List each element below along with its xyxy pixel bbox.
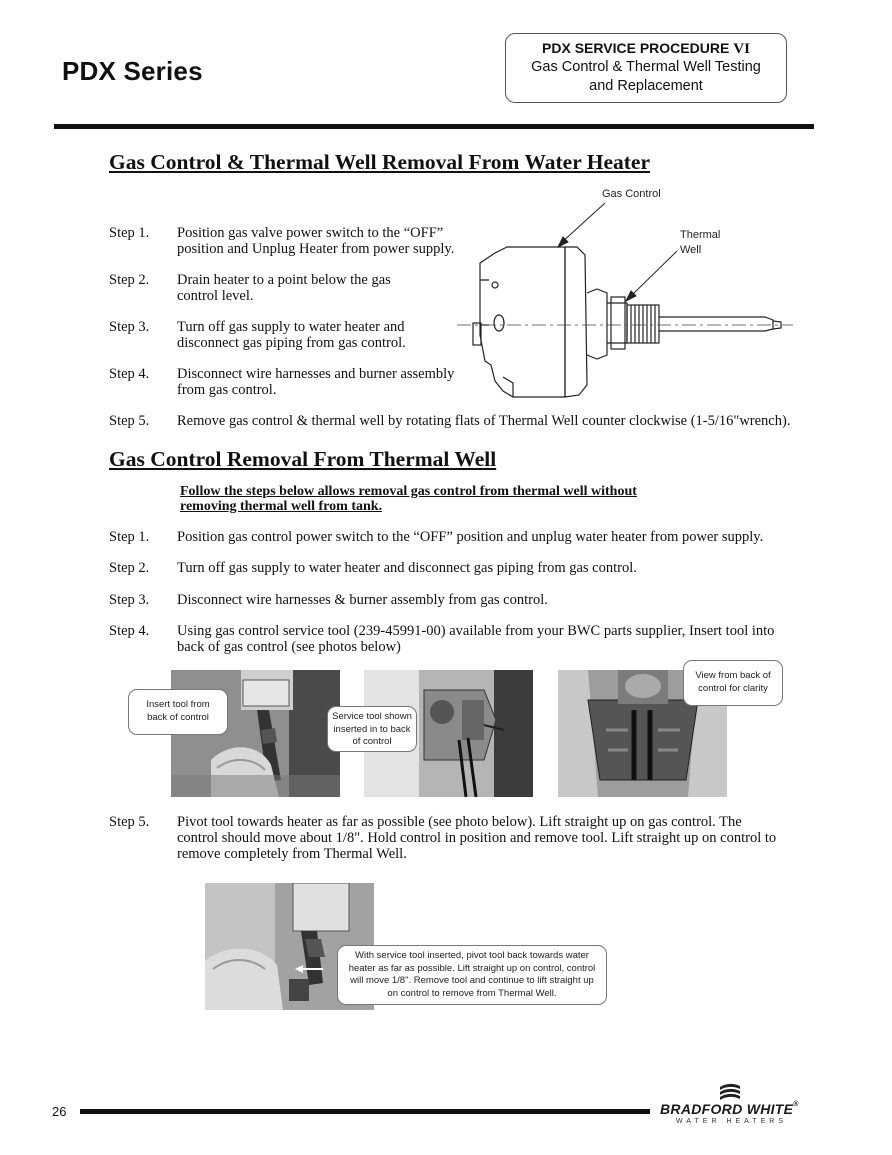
thermal-well-label-line-1: Thermal [680, 229, 721, 241]
callout-back-view [683, 660, 783, 706]
section2-step-4 [109, 623, 829, 657]
step-label: Step 5. [109, 413, 150, 429]
step-text-line: Position gas valve power switch to the “OFF” [177, 225, 444, 241]
step-text-line: Remove gas control & thermal well by rotating flats of Thermal Well counter clockwise (1-5/16"wrench). [177, 413, 791, 429]
registered-mark: ® [793, 1101, 799, 1108]
callout-line: inserted in to back [333, 723, 411, 735]
step-text-line: control should move about 1/8". Hold control in position and remove tool. Lift straight up on control to [177, 830, 777, 846]
step-text-line: disconnect gas piping from gas control. [177, 335, 406, 351]
thermal-well-label-line-2: Well [680, 244, 702, 256]
callout-line: Insert tool from [146, 699, 210, 710]
note-line-1: Follow the steps below allows removal gas control from thermal well without [180, 484, 637, 499]
step-label: Step 2. [109, 560, 150, 576]
step-label: Step 1. [109, 225, 150, 241]
gas-control-drawing [455, 185, 795, 410]
procedure-subtitle-2: and Replacement [589, 78, 703, 94]
flame-logo-icon [718, 1081, 742, 1101]
gas-control-label: Gas Control [602, 188, 661, 200]
step-text-line: Disconnect wire harnesses & burner assembly from gas control. [177, 592, 548, 608]
step-text-line: from gas control. [177, 382, 277, 398]
brand-name-text: BRADFORD WHITE [660, 1101, 794, 1117]
step-label: Step 3. [109, 319, 150, 335]
callout-insert-tool [128, 689, 228, 735]
step-text-line: remove completely from Thermal Well. [177, 846, 407, 862]
brand-subtitle: WATER HEATERS [676, 1118, 787, 1125]
callout-line: on control to remove from Thermal Well. [387, 987, 557, 999]
section1-step-2 [109, 272, 469, 306]
callout-pivot-tool [337, 945, 607, 1005]
callout-line: of control [352, 736, 392, 747]
gas-control-diagram [455, 185, 795, 410]
section1-step-3 [109, 319, 469, 353]
procedure-box [505, 33, 787, 103]
step-text-line: Turn off gas supply to water heater and disconnect gas piping from gas control. [177, 560, 637, 576]
callout-line: heater as far as possible. Lift straight up on control, control [348, 962, 596, 974]
step-text-line: Disconnect wire harnesses and burner assembly [177, 366, 455, 382]
step-label: Step 3. [109, 592, 150, 608]
section1-step-5 [109, 413, 829, 431]
section2-step-2 [109, 560, 829, 578]
step-text-line: Pivot tool towards heater as far as possible (see photo below). Lift straight up on gas control. The [177, 814, 742, 830]
section2-step-5 [109, 814, 829, 864]
step-label: Step 1. [109, 529, 150, 545]
section2-step-3 [109, 592, 829, 610]
section2-step-1 [109, 529, 829, 547]
callout-line: View from back of [695, 670, 771, 681]
step-text-line: Using gas control service tool (239-45991-00) available from your BWC parts supplier, Insert tool into [177, 623, 775, 639]
series-title: PDX Series [62, 56, 203, 86]
step-text-line: back of gas control (see photos below) [177, 639, 401, 655]
step-text-line: Turn off gas supply to water heater and [177, 319, 405, 335]
callout-line: With service tool inserted, pivot tool back towards water [355, 950, 589, 961]
page-number: 26 [52, 1104, 67, 1119]
thermal-well-label [680, 228, 720, 258]
brand-name [660, 1101, 799, 1117]
procedure-title: PDX SERVICE PROCEDURE [542, 40, 730, 56]
callout-line: Service tool shown [332, 711, 412, 722]
section1-step-4 [109, 366, 469, 400]
step-label: Step 4. [109, 366, 150, 382]
section2-note [180, 485, 637, 514]
header-rule [54, 124, 814, 129]
section2-heading: Gas Control Removal From Thermal Well [109, 447, 497, 471]
procedure-subtitle-1: Gas Control & Thermal Well Testing [531, 59, 761, 75]
step-text-line: position and Unplug Heater from power supply. [177, 241, 455, 257]
section1-heading: Gas Control & Thermal Well Removal From Water Heater [109, 150, 651, 174]
footer-rule [80, 1109, 650, 1114]
step-label: Step 2. [109, 272, 150, 288]
note-line-2: removing thermal well from tank. [180, 498, 383, 514]
step-label: Step 4. [109, 623, 150, 639]
step-text-line: Position gas control power switch to the “OFF” position and unplug water heater from power supply. [177, 529, 764, 545]
step-text-line: Drain heater to a point below the gas [177, 272, 391, 288]
section1-step-1 [109, 225, 469, 259]
callout-line: back of control [147, 711, 209, 723]
callout-line: control for clarity [698, 682, 768, 694]
procedure-title-line [506, 40, 786, 58]
callout-service-tool [327, 706, 417, 752]
step-text-line: control level. [177, 288, 254, 304]
procedure-number: VI [733, 41, 750, 57]
step-label: Step 5. [109, 814, 150, 830]
callout-line: will move 1/8". Remove tool and continue to lift straight up [350, 975, 594, 986]
